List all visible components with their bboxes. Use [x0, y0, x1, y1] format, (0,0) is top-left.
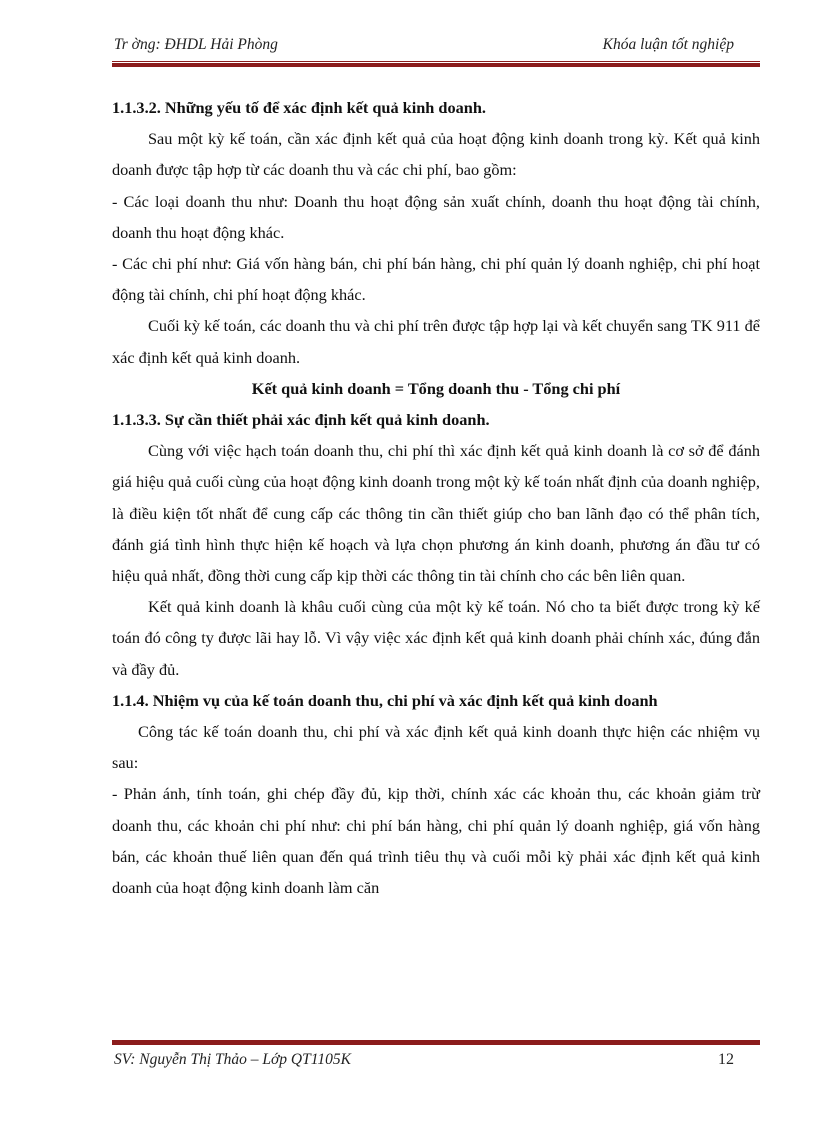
bullet-costs: - Các chi phí như: Giá vốn hàng bán, chi phí bán hàng, chi phí quản lý doanh nghiệp, chi phí hoạt động tài chính, chi phí hoạt động khác. — [112, 254, 760, 305]
header-doc-type: Khóa luận tốt nghiệp — [602, 36, 734, 53]
footer-student: SV: Nguyễn Thị Thảo – Lớp QT1105K — [114, 1051, 351, 1068]
paragraph-result: Kết quả kinh doanh là khâu cuối cùng của một kỳ kế toán. Nó cho ta biết được trong kỳ kế toán đó công ty được lãi hay lỗ. Vì vậy việc xác định kết quả kinh doanh phải chính xác, đúng đắn và đầy đủ. — [112, 597, 760, 679]
heading-1-1-3-2: 1.1.3.2. Những yếu tố để xác định kết quả kinh doanh. — [112, 98, 486, 117]
formula-line: Kết quả kinh doanh = Tổng doanh thu - Tổng chi phí — [251, 378, 621, 398]
paragraph-tasks-intro: Công tác kế toán doanh thu, chi phí và xác định kết quả kinh doanh thực hiện các nhiệm vụ sau: — [112, 722, 760, 773]
paragraph-transfer: Cuối kỳ kế toán, các doanh thu và chi phí trên được tập hợp lại và kết chuyển sang TK 911 để xác định kết quả kinh doanh. — [112, 316, 760, 367]
page-body — [112, 92, 760, 903]
heading-1-1-3-3: 1.1.3.3. Sự cần thiết phải xác định kết quả kinh doanh. — [112, 410, 490, 430]
header-rule — [112, 61, 760, 67]
page-number: 12 — [718, 1051, 734, 1068]
paragraph-intro: Sau một kỳ kế toán, cần xác định kết quả của hoạt động kinh doanh trong kỳ. Kết quả kinh doanh được tập hợp từ các doanh thu và các chi phí, bao gồm: — [112, 129, 760, 180]
paragraph-task-1: - Phản ánh, tính toán, ghi chép đầy đủ, kịp thời, chính xác các khoản thu, các khoản giảm trừ doanh thu, các khoản chi phí như: chi phí bán hàng, chi phí quản lý doanh nghiệp, giá vốn hàng bán, các khoản thuế liên quan đến quá trình tiêu thụ và cuối mỗi kỳ phải xác định kết quả kinh doanh của hoạt động kinh doanh làm căn — [112, 784, 760, 898]
bullet-revenue: - Các loại doanh thu như: Doanh thu hoạt động sản xuất chính, doanh thu hoạt động tài chính, doanh thu hoạt động khác. — [112, 191, 760, 242]
footer-rule — [112, 1039, 760, 1045]
header-school: Tr ờng: ĐHDL Hải Phòng — [114, 36, 278, 53]
paragraph-necessity: Cùng với việc hạch toán doanh thu, chi phí thì xác định kết quả kinh doanh là cơ sở để đánh giá hiệu quả cuối cùng của hoạt động kinh doanh trong một kỳ kế toán nhất định của doanh nghiệp, là điều kiện tốt nhất để cung cấp các thông tin cần thiết giúp cho ban lãnh đạo có thể phân tích, đánh giá tình hình thực hiện kế hoạch và lựa chọn phương án kinh doanh, phương án đầu tư có hiệu quả nhất, đồng thời cung cấp kịp thời các thông tin tài chính cho các bên liên quan. — [112, 441, 760, 586]
heading-1-1-4: 1.1.4. Nhiệm vụ của kế toán doanh thu, chi phí và xác định kết quả kinh doanh — [112, 690, 658, 710]
